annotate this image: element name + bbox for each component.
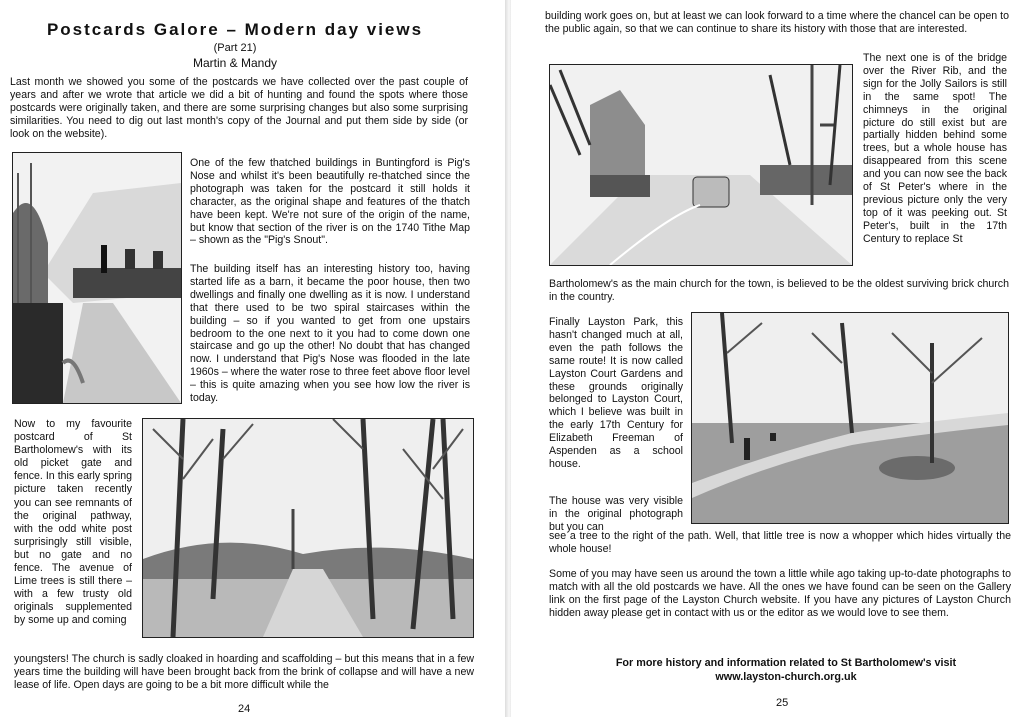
photo-river-rib-bridge (549, 64, 853, 266)
intro-paragraph: Last month we showed you some of the postcards we have collected over the past couple of years and after we wrote that article we did a bit of hunting and found the spots where those postcards were originally taken, and there are some surprising changes but also some surprising similarities. You need to dig out last month's copy of the Journal and put them side by side (or look on the website). (10, 76, 468, 140)
bridge-paragraph: The next one is of the bridge over the River Rib, and the sign for the Jolly Sailors is still in the same spot! The chimneys in the original picture do still exist but are partially hidden behind some trees, but a whole house has disappeared from this scene and you can now see the back of St Peter's where in the previous picture only the very top of it was peeking out. St Peter's, built in the 17th Century to replace St (863, 52, 1007, 245)
favourite-postcard-continued: youngsters! The church is sadly cloaked in hoarding and scaffolding – but this means that in a few years time the building will have been brought back from the brink of collapse and will have a new lease of life. Open days are going to be a bit more difficult while the (14, 653, 474, 691)
photo-lime-avenue (142, 418, 474, 638)
layston-house-paragraph: The house was very visible in the original photograph but you can (549, 495, 683, 533)
page-number-right: 25 (776, 697, 789, 709)
bridge-paragraph-continued: Bartholomew's as the main church for the town, is believed to be the oldest surviving brick church in the country. (549, 278, 1009, 303)
photo-layston-park (691, 312, 1009, 524)
layston-paragraph-continued: see a tree to the right of the path. Well, that little tree is now a whopper which hides virtually the whole house! (549, 530, 1011, 555)
closing-paragraph: Some of you may have seen us around the town a little while ago taking up-to-date photographs to match with all the old postcards we have. All the ones we have found can be seen on the Gallery link on the first page of the Layston Church website. If you have any pictures of Layston Church hidden away please get in contact with us or the editor as we would love to see them. (549, 568, 1011, 619)
article-title: Postcards Galore – Modern day views (46, 20, 424, 39)
layston-park-paragraph: Finally Layston Park, this hasn't changed much at all, even the path follows the same route! It is now called Layston Court Gardens and these grounds originally belonged to Layston Court, which I believe was built in the early 17th Century for Elizabeth Freeman of Aspenden as a school house. (549, 316, 683, 470)
photo-pigs-nose (12, 152, 182, 404)
pigs-nose-paragraph-1: One of the few thatched buildings in Buntingford is Pig's Nose and whilst it's been beautifully re-thatched since the photograph was taken for the postcard it still holds it character, as the original shape and features of the thatch have been kept. We're not sure of the origin of the name, but know that section of the river is on the 1740 Tithe Map – shown as the "Pig's Snout". (190, 157, 470, 247)
continued-top-paragraph: building work goes on, but at least we can look forward to a time where the chancel can be open to the public again, so that we can continue to share its history with those that are interested. (545, 10, 1009, 35)
page-number-left: 24 (238, 703, 251, 715)
page-25 (511, 0, 1024, 717)
article-subtitle: (Part 21) (213, 42, 257, 54)
footer-website-link[interactable]: www.layston-church.org.uk (715, 671, 857, 683)
footer-visit-line: For more history and information related to St Bartholomew's visit (615, 657, 957, 669)
favourite-postcard-paragraph: Now to my favourite postcard of St Bartholomew's with its old picket gate and fence. In this early spring picture taken recently you can see remnants of the original pathway, with the odd white post surprisingly still visible, but no gate and no fence. The avenue of Lime trees is still there – with a few trusty old originals supplemented by some up and coming (14, 418, 132, 627)
article-authors: Martin & Mandy (192, 56, 278, 70)
pigs-nose-paragraph-2: The building itself has an interesting history too, having started life as a barn, it became the poor house, then two dwellings and finally one dwelling as it is now. I understand that there used to be two spiral staircases within the building – so if you wanted to get from one upstairs bedroom to the one next to it you had to come down one staircase and go up the other! No doubt that has changed now. I understand that Pig's Nose was flooded in the late 1960s – where the water rose to three feet above floor level – this is quite amazing when you see how low the river is today. (190, 263, 470, 405)
page-24 (0, 0, 507, 717)
